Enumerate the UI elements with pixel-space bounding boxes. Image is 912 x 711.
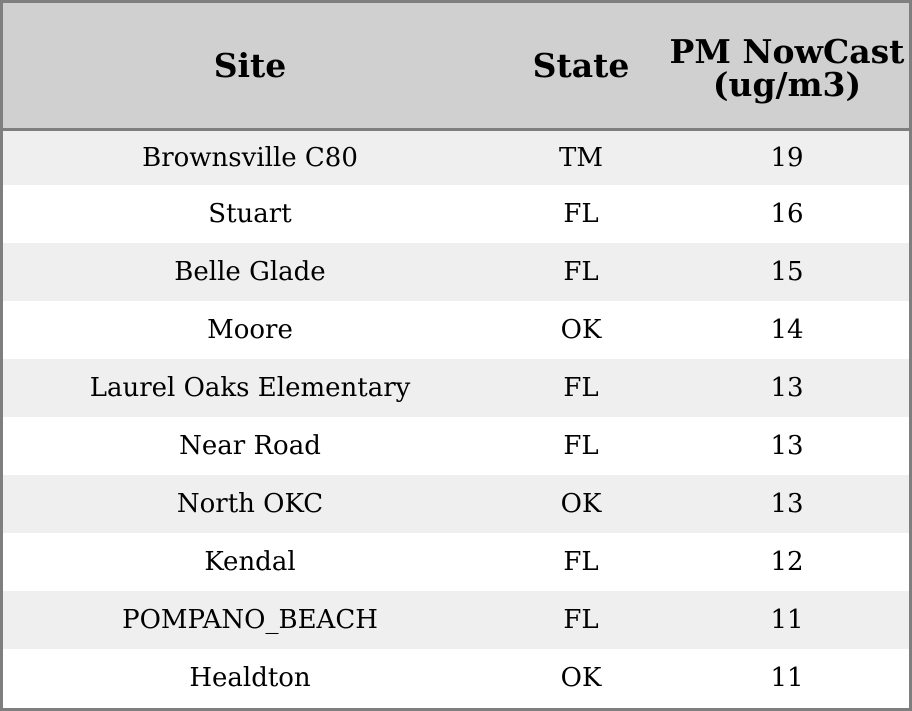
table-row xyxy=(3,359,909,417)
table-row xyxy=(3,475,909,533)
state-cell: FL xyxy=(563,431,599,461)
table-row xyxy=(3,243,909,301)
state-cell: FL xyxy=(563,257,599,287)
site-cell: North OKC xyxy=(176,489,324,519)
site-cell: Stuart xyxy=(208,199,292,229)
site-cell: Moore xyxy=(207,315,293,345)
pm-value-cell: 16 xyxy=(770,199,804,229)
pm-value-cell: 14 xyxy=(770,315,804,345)
state-cell: FL xyxy=(563,373,599,403)
pm-value-cell: 12 xyxy=(770,547,804,577)
site-cell: Healdton xyxy=(189,663,311,693)
state-cell: TM xyxy=(559,142,603,173)
site-cell: Kendal xyxy=(204,547,296,577)
column-header-site: Site xyxy=(3,3,497,129)
pm-value-cell: 15 xyxy=(770,257,804,287)
site-cell: POMPANO_BEACH xyxy=(122,605,378,635)
pm-value-cell: 11 xyxy=(770,663,804,693)
state-cell: FL xyxy=(563,547,599,577)
table-row xyxy=(3,301,909,359)
state-cell: OK xyxy=(560,315,602,345)
header-row xyxy=(3,3,909,129)
state-cell: FL xyxy=(563,199,599,229)
pm-value-cell: 13 xyxy=(770,489,804,519)
site-cell: Brownsville C80 xyxy=(142,142,358,173)
column-header-pm-nowcast: PM NowCast (ug/m3) xyxy=(665,3,909,129)
site-cell: Belle Glade xyxy=(174,257,326,287)
table-row xyxy=(3,417,909,475)
pm-value-cell: 11 xyxy=(770,605,804,635)
column-header-state: State xyxy=(497,3,665,129)
state-cell: OK xyxy=(560,489,602,519)
site-cell: Laurel Oaks Elementary xyxy=(89,373,411,403)
table-row xyxy=(3,533,909,591)
pm-value-cell: 19 xyxy=(770,142,804,173)
table-row xyxy=(3,649,909,707)
table-row xyxy=(3,129,909,185)
table-row xyxy=(3,591,909,649)
pm-nowcast-table xyxy=(3,3,909,707)
state-cell: FL xyxy=(563,605,599,635)
pm-value-cell: 13 xyxy=(770,373,804,403)
table-body xyxy=(3,129,909,707)
state-cell: OK xyxy=(560,663,602,693)
table-row xyxy=(3,185,909,243)
site-cell: Near Road xyxy=(179,431,321,461)
pm-value-cell: 13 xyxy=(770,431,804,461)
